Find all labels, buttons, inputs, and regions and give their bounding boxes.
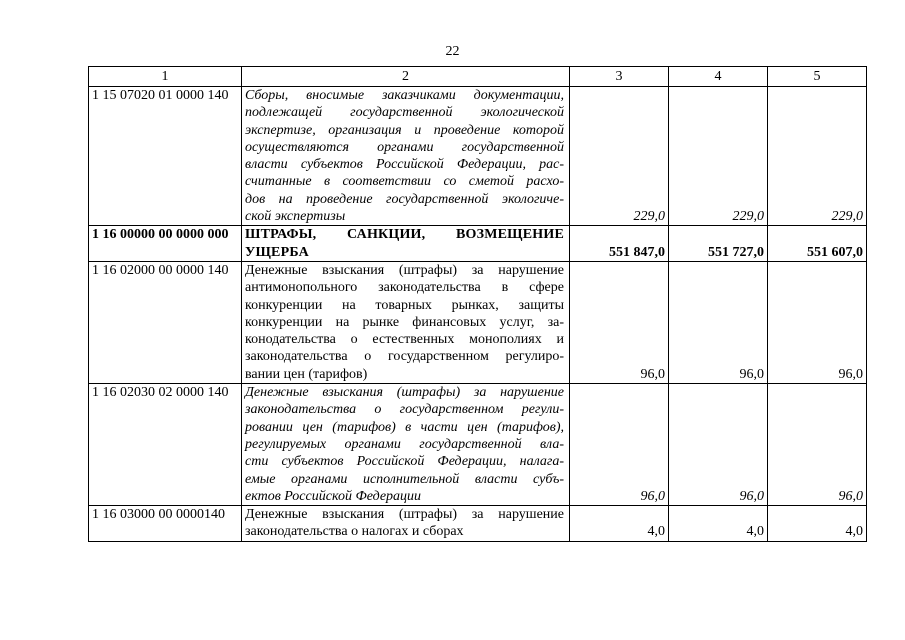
description-line: конкуренции на товарных рынках, защиты: [245, 297, 564, 313]
amount-cell-col5: 4,0: [768, 506, 867, 542]
kbk-code-cell: 1 15 07020 01 0000 140: [89, 87, 242, 226]
table-row: [89, 506, 867, 542]
description-line: ровании цен (тарифов) в части цен (тарифов),: [245, 419, 564, 435]
column-header-4: 4: [669, 67, 768, 87]
amount-cell-col3: 96,0: [570, 384, 669, 506]
table-row: [89, 384, 867, 506]
budget-table: [88, 66, 867, 542]
description-cell: [242, 226, 570, 262]
description-line: сти субъектов Российской Федерации, налага-: [245, 454, 564, 470]
amount-cell-col4: 551 727,0: [669, 226, 768, 262]
description-line: власти субъектов Российской Федерации, рас-: [245, 157, 564, 173]
description-line: ской экспертизы: [245, 209, 346, 225]
amount-cell-col4: 4,0: [669, 506, 768, 542]
description-line: считанные в соответствии со сметой расхо-: [245, 174, 564, 190]
amount-cell-col4: 96,0: [669, 261, 768, 383]
description-line: Денежные взыскания (штрафы) за нарушение: [245, 262, 564, 278]
description-line: осуществляются органами государственной: [245, 139, 564, 155]
description-line: подлежащей государственной экологической: [245, 105, 564, 121]
description-line: ектов Российской Федерации: [245, 488, 422, 504]
amount-cell-col5: 551 607,0: [768, 226, 867, 262]
amount-cell-col5: 96,0: [768, 384, 867, 506]
table-row: [89, 226, 867, 262]
amount-cell-col4: 96,0: [669, 384, 768, 506]
description-line: ШТРАФЫ, САНКЦИИ, ВОЗМЕЩЕНИЕ: [245, 227, 564, 243]
description-cell: [242, 87, 570, 226]
table-row: [89, 87, 867, 226]
amount-cell-col3: 96,0: [570, 261, 669, 383]
table-header-row: [89, 67, 867, 87]
description-cell: [242, 506, 570, 542]
description-line: регулируемых органами государственной вла-: [245, 436, 564, 452]
description-cell: [242, 261, 570, 383]
page-number: 22: [445, 44, 460, 59]
description-line: конкуренции на рынке финансовых услуг, за-: [245, 314, 564, 330]
description-line: законодательства о государственном регулиро-: [245, 349, 564, 365]
amount-cell-col3: 229,0: [570, 87, 669, 226]
kbk-code-cell: 1 16 03000 00 0000140: [89, 506, 242, 542]
kbk-code-cell: 1 16 00000 00 0000 000: [89, 226, 242, 262]
description-line: Денежные взыскания (штрафы) за нарушение: [245, 385, 564, 401]
column-header-3: 3: [570, 67, 669, 87]
kbk-code-cell: 1 16 02000 00 0000 140: [89, 261, 242, 383]
description-line: вании цен (тарифов): [245, 366, 368, 382]
amount-cell-col3: 4,0: [570, 506, 669, 542]
description-line: емые органами исполнительной власти субъ-: [245, 471, 564, 487]
description-cell: [242, 384, 570, 506]
description-line: законодательства о налогах и сборах: [245, 524, 464, 540]
description-line: УЩЕРБА: [245, 244, 309, 260]
description-line: дов на проведение государственной экологиче-: [245, 191, 564, 207]
description-line: законодательства о государственном регули-: [245, 402, 564, 418]
description-line: Денежные взыскания (штрафы) за нарушение: [245, 507, 564, 523]
description-line: экспертизе, организация и проведение которой: [245, 122, 564, 138]
column-header-1: 1: [89, 67, 242, 87]
table-row: [89, 261, 867, 383]
column-header-2: 2: [242, 67, 570, 87]
description-line: конодательства о естественных монополиях и: [245, 332, 564, 348]
column-header-5: 5: [768, 67, 867, 87]
amount-cell-col5: 229,0: [768, 87, 867, 226]
description-line: Сборы, вносимые заказчиками документации,: [245, 88, 564, 103]
amount-cell-col4: 229,0: [669, 87, 768, 226]
amount-cell-col5: 96,0: [768, 261, 867, 383]
description-line: антимонопольного законодательства в сфере: [245, 280, 564, 296]
amount-cell-col3: 551 847,0: [570, 226, 669, 262]
kbk-code-cell: 1 16 02030 02 0000 140: [89, 384, 242, 506]
